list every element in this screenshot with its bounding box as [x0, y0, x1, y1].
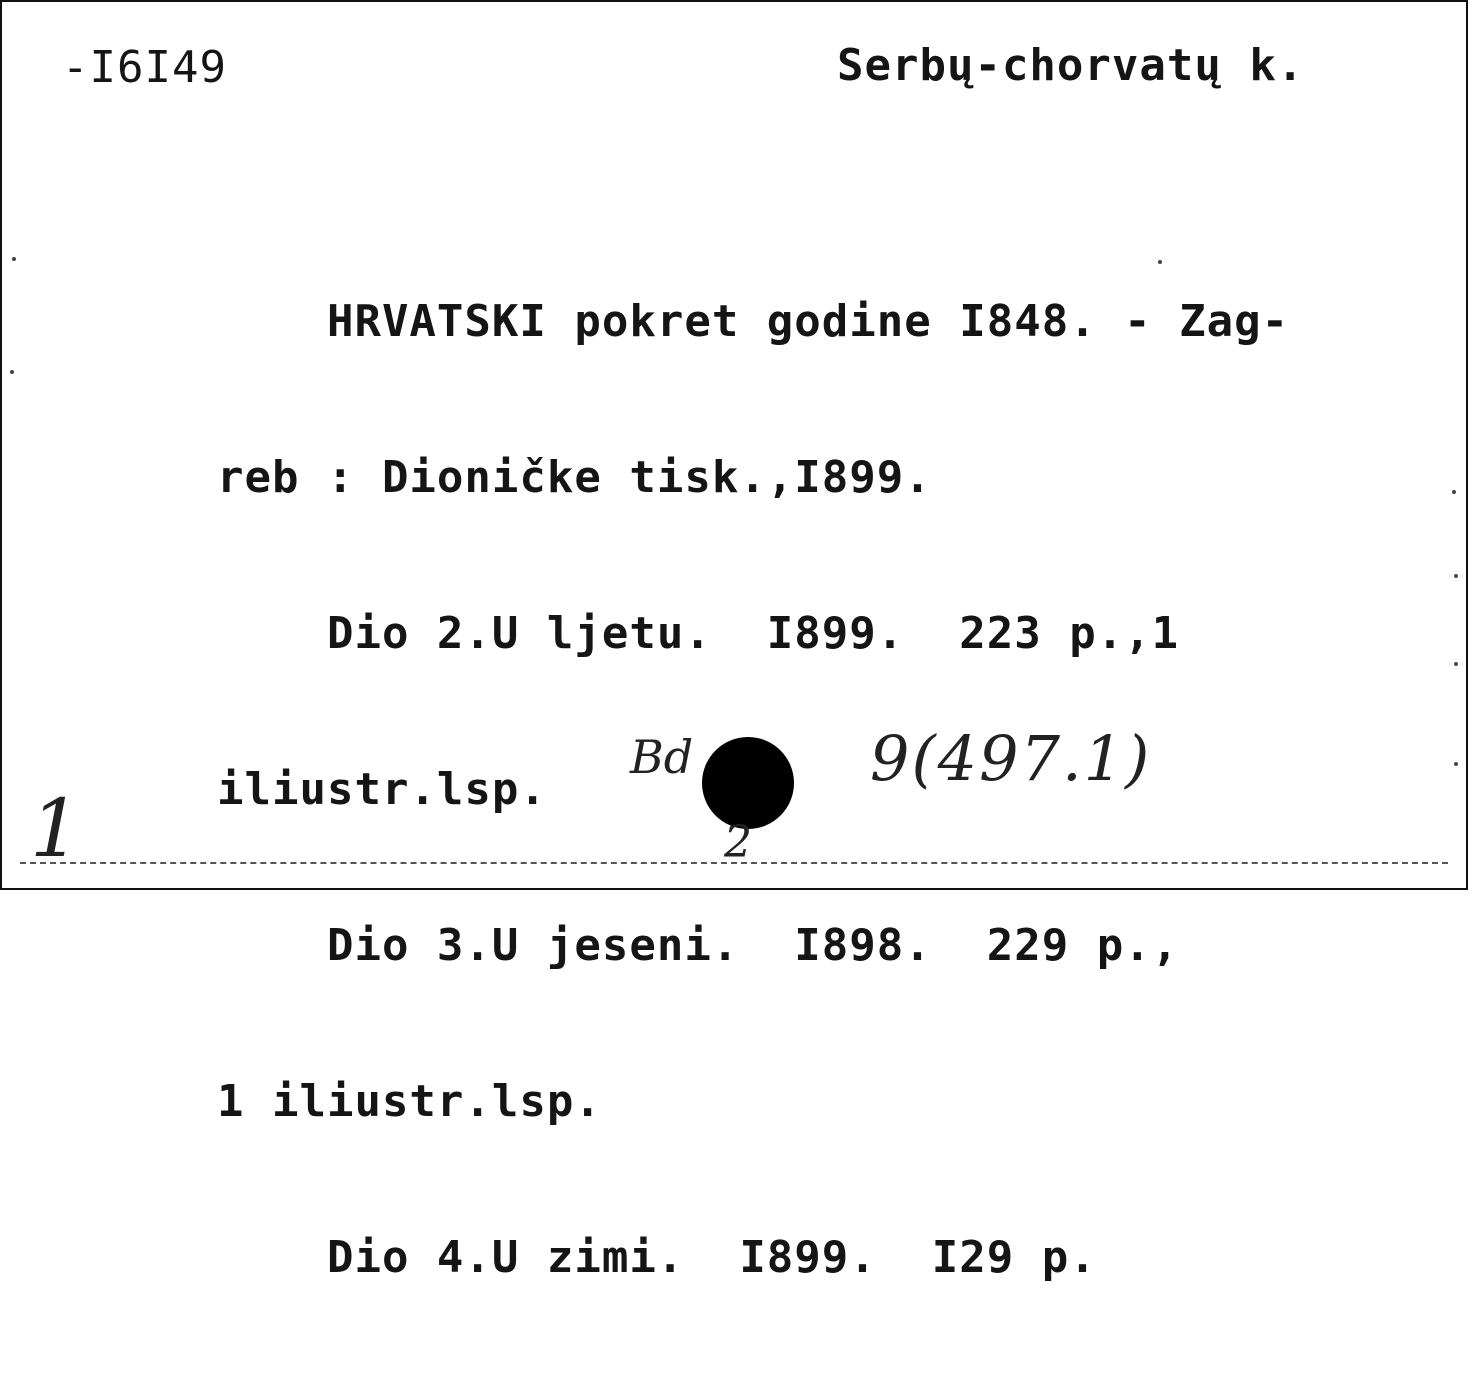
entry-line: iliustr.lsp.: [217, 764, 547, 815]
paper-speck: [1454, 762, 1458, 766]
paper-speck: [1454, 574, 1458, 578]
paper-speck: [1452, 490, 1456, 494]
ink-stamp-dot: [702, 737, 794, 829]
entry-line: 1 iliustr.lsp.: [217, 1076, 602, 1127]
handwritten-copy-mark: 1: [30, 782, 81, 875]
bottom-dashed-rule: [20, 862, 1448, 864]
paper-speck: [10, 370, 14, 374]
entry-line: Dio 4.U zimi. I899. I29 p.: [217, 1232, 1097, 1283]
paper-speck: [12, 257, 16, 261]
handwritten-classification: 9(497.1): [870, 722, 1152, 795]
entry-line: Dio 2.U ljetu. I899. 223 p.,1: [217, 608, 1180, 659]
paper-speck: [1454, 662, 1458, 666]
entry-line: Dio 3.U jeseni. I898. 229 p.,: [217, 920, 1180, 971]
entry-line: reb : Dioničke tisk.,I899.: [217, 452, 932, 503]
handwritten-shelf-mark: Bd: [630, 730, 694, 784]
accession-number: -I6I49: [62, 42, 227, 93]
handwritten-volume-mark: 2: [724, 817, 752, 868]
language-heading: Serbų-chorvatų k.: [837, 40, 1305, 91]
paper-speck: [1158, 260, 1162, 264]
entry-line: HRVATSKI pokret godine I848. - Zag-: [217, 296, 1290, 347]
